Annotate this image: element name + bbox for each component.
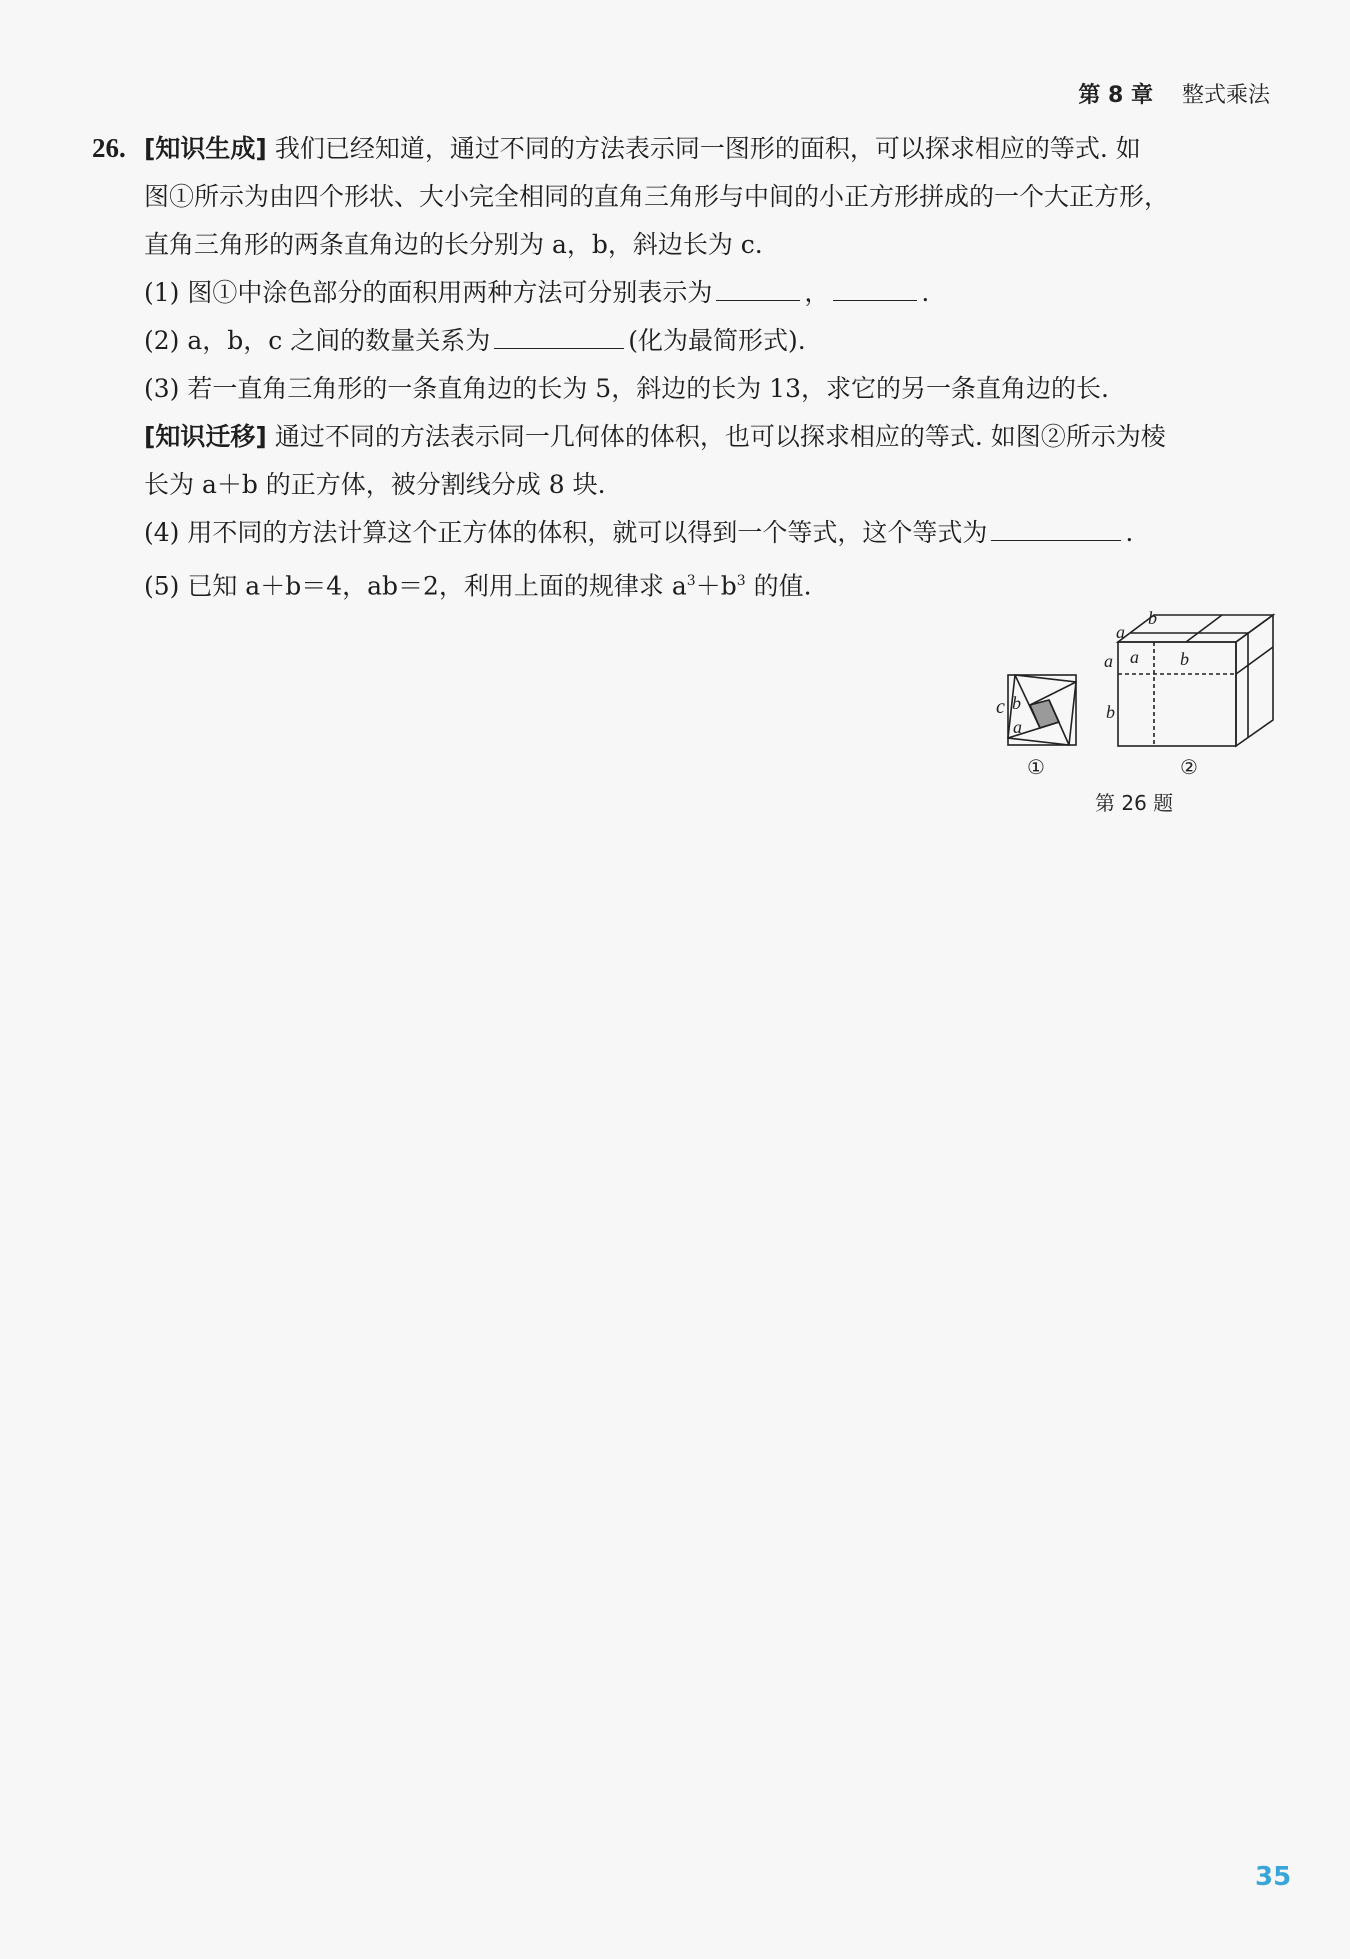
chapter-number: 第 8 章 [1078, 83, 1153, 108]
part-5-exp-1: 3 [686, 573, 696, 589]
intro-line-3: 直角三角形的两条直角边的长分别为 a，b，斜边长为 c. [144, 230, 763, 259]
part-5-exp-2: 3 [736, 573, 746, 589]
part-5-mid: ＋b [695, 571, 737, 601]
chapter-title: 整式乘法 [1181, 83, 1270, 108]
part-5-prefix: (5) 已知 a＋b＝4，ab＝2，利用上面的规律求 a [144, 571, 687, 601]
figure-caption: 第 26 题 [1095, 791, 1174, 815]
fig2-label-a-top: a [1116, 622, 1125, 642]
fig1-label-c: c [996, 696, 1005, 718]
figure-2-cube [1118, 615, 1273, 746]
part-1-sep: ， [804, 278, 830, 307]
fig1-label-a: a [1013, 717, 1022, 737]
part-3: (3) 若一直角三角形的一条直角边的长为 5，斜边的长为 13，求它的另一条直角边的长. [144, 374, 1109, 403]
fig2-label-b-top: b [1148, 608, 1157, 628]
fig2-label-b-face: b [1180, 649, 1189, 669]
part-1-end: . [921, 278, 930, 307]
tag-knowledge-generation: [知识生成] [144, 134, 267, 163]
fig1-label-b: b [1012, 693, 1021, 713]
page-number: 35 [1255, 1862, 1292, 1892]
figure-1-label: ① [1027, 755, 1045, 779]
fig2-label-a-left: a [1104, 651, 1113, 671]
part-2-text: (2) a，b，c 之间的数量关系为 [144, 326, 491, 355]
fig2-label-a-face: a [1130, 647, 1139, 667]
figure-2-label: ② [1180, 755, 1198, 779]
part-2-end: (化为最简形式). [628, 326, 806, 355]
intro-line-2: 图①所示为由四个形状、大小完全相同的直角三角形与中间的小正方形拼成的一个大正方形， [144, 182, 1170, 211]
part-4-text: (4) 用不同的方法计算这个正方体的体积，就可以得到一个等式，这个等式为 [144, 518, 988, 547]
part-4-end: . [1125, 518, 1134, 547]
part-5-end: 的值. [745, 571, 812, 601]
fig2-label-b-left: b [1106, 702, 1115, 722]
tag-knowledge-transfer: [知识迁移] [144, 422, 267, 451]
transfer-line-2: 长为 a＋b 的正方体，被分割线分成 8 块. [144, 470, 606, 499]
transfer-text-1: 通过不同的方法表示同一几何体的体积，也可以探求相应的等式. 如图②所示为棱 [274, 422, 1166, 451]
question-number: 26. [92, 133, 126, 163]
part-1-text: (1) 图①中涂色部分的面积用两种方法可分别表示为 [144, 278, 713, 307]
intro-text-1: 我们已经知道，通过不同的方法表示同一图形的面积，可以探求相应的等式. 如 [274, 134, 1141, 163]
